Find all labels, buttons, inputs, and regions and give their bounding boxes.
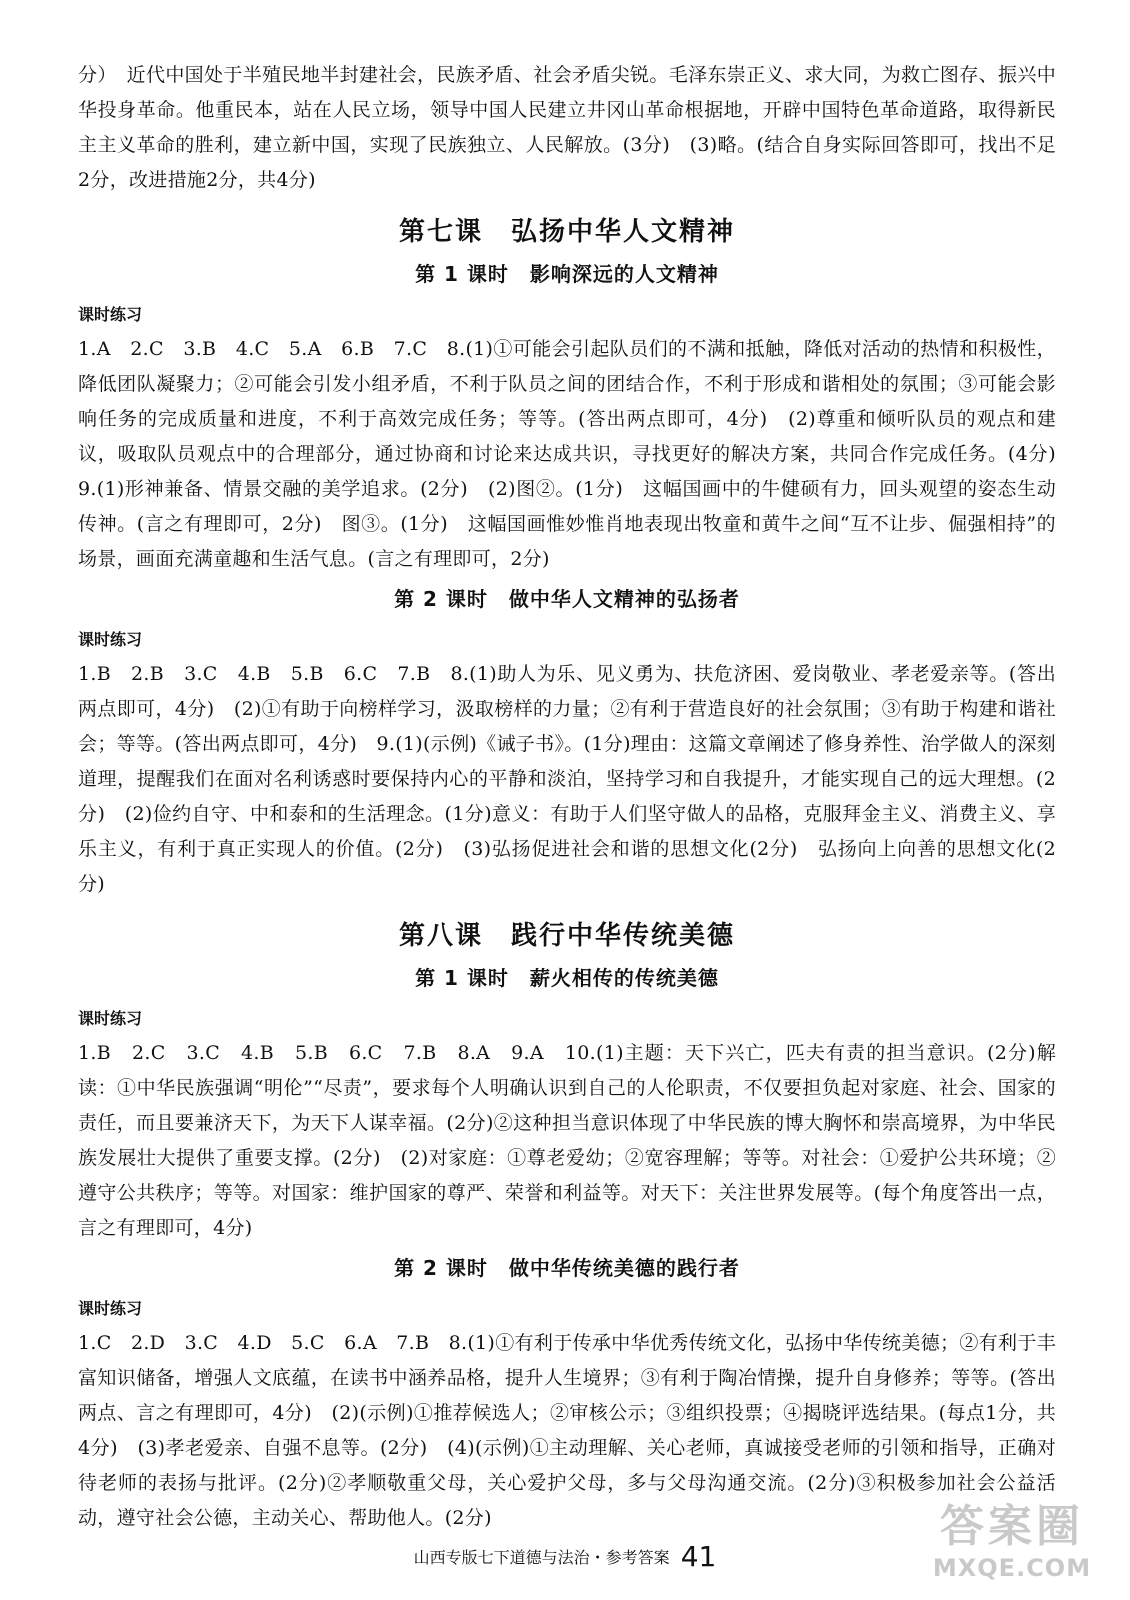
intro-paragraph: 分） 近代中国处于半殖民地半封建社会，民族矛盾、社会矛盾尖锐。毛泽东崇正义、求大同，为救亡图存、振兴中华投身革命。他重民本，站在人民立场，领导中国人民建立井冈山革命根据地，开辟中国特色革命道路，取得新民主主义革命的胜利，建立新中国，实现了民族独立、人民解放。(3分) (3)略。(结合自身实际回答即可，找出不足2分，改进措施2分，共4分) <box>78 64 1056 191</box>
lesson-7-title: 第七课 弘扬中华人文精神 <box>398 217 735 247</box>
section-label: 课时练习 <box>78 305 143 324</box>
section-label: 课时练习 <box>78 1299 143 1318</box>
lesson-7-period-1-answers: 1.A 2.C 3.B 4.C 5.A 6.B 7.C 8.(1)①可能会引起队员们的不满和抵触，降低对活动的热情和积极性，降低团队凝聚力；②可能会引发小组矛盾，不利于队员之间的团结合作，不利于形成和谐相处的氛围；③可能会影响任务的完成质量和进度，不利于高效完成任务；等等。(答出两点即可，4分) (2)尊重和倾听队员的观点和建议，吸取队员观点中的合理部分，通过协商和讨论来达成共识，寻找更好的解决方案，共同合作完成任务。(4分) 9.(1)形神兼备、情景交融的美学追求。(2分) (2)图②。(1分) 这幅国画中的牛健硕有力，回头观望的姿态生动传神。(言之有理即可，2分) 图③。(1分) 这幅国画惟妙惟肖地表现出牧童和黄牛之间“互不让步、倔强相持”的场景，画面充满童趣和生活气息。(言之有理即可，2分) <box>78 338 1076 570</box>
lesson-8-title: 第八课 践行中华传统美德 <box>398 921 735 951</box>
section-label: 课时练习 <box>78 1009 143 1028</box>
watermark <box>912 1500 1112 1590</box>
watermark-url: MXQE.COM <box>932 1554 1092 1582</box>
answer-page <box>78 58 1076 1536</box>
page-number: 41 <box>680 1540 717 1573</box>
lesson-8-period-2-title: 第 2 课时 做中华传统美德的践行者 <box>394 1256 740 1280</box>
lesson-7-period-2-answers: 1.B 2.B 3.C 4.B 5.B 6.C 7.B 8.(1)助人为乐、见义勇为、扶危济困、爱岗敬业、孝老爱亲等。(答出两点即可，4分) (2)①有助于向榜样学习，汲取榜样的力量；②有利于营造良好的社会氛围；③有助于构建和谐社会；等等。(答出两点即可，4分) 9.(1)(示例)《诫子书》。(1分)理由：这篇文章阐述了修身养性、治学做人的深刻道理，提醒我们在面对名利诱惑时要保持内心的平静和淡泊，坚持学习和自我提升，才能实现自己的远大理想。(2分) (2)俭约自守、中和泰和的生活理念。(1分)意义：有助于人们坚守做人的品格，克服拜金主义、消费主义、享乐主义，有利于真正实现人的价值。(2分) (3)弘扬促进社会和谐的思想文化(2分) 弘扬向上向善的思想文化(2分) <box>78 663 1056 895</box>
lesson-8-period-1-title: 第 1 课时 薪火相传的传统美德 <box>415 966 719 990</box>
lesson-7-period-2-title: 第 2 课时 做中华人文精神的弘扬者 <box>394 587 740 611</box>
watermark-logo: 答案圈 <box>940 1501 1084 1552</box>
section-label: 课时练习 <box>78 630 143 649</box>
lesson-7-period-1-title: 第 1 课时 影响深远的人文精神 <box>415 262 719 286</box>
lesson-8-period-2-answers: 1.C 2.D 3.C 4.D 5.C 6.A 7.B 8.(1)①有利于传承中华优秀传统文化，弘扬中华传统美德；②有利于丰富知识储备，增强人文底蕴，在读书中涵养品格，提升人生境界；③有利于陶冶情操，提升自身修养；等等。(答出两点、言之有理即可，4分) (2)(示例)①推荐候选人；②审核公示；③组织投票；④揭晓评选结果。(每点1分，共4分) (3)孝老爱亲、自强不息等。(2分) (4)(示例)①主动理解、关心老师，真诚接受老师的引领和指导，正确对待老师的表扬与批评。(2分)②孝顺敬重父母，关心爱护父母，多与父母沟通交流。(2分)③积极参加社会公益活动，遵守社会公德，主动关心、帮助他人。(2分) <box>78 1332 1056 1529</box>
footer-text: 山西专版七下道德与法治・参考答案 <box>413 1548 670 1567</box>
lesson-8-period-1-answers: 1.B 2.C 3.C 4.B 5.B 6.C 7.B 8.A 9.A 10.(1)主题：天下兴亡，匹夫有责的担当意识。(2分)解读：①中华民族强调“明伦”“尽责”，要求每个人明确认识到自己的人伦职责，不仅要担负起对家庭、社会、国家的责任，而且要兼济天下，为天下人谋幸福。(2分)②这种担当意识体现了中华民族的博大胸怀和崇高境界，为中华民族发展壮大提供了重要支撑。(2分) (2)对家庭：①尊老爱幼；②宽容理解；等等。对社会：①爱护公共环境；②遵守公共秩序；等等。对国家：维护国家的尊严、荣誉和利益等。对天下：关注世界发展等。(每个角度答出一点，言之有理即可，4分) <box>78 1042 1056 1239</box>
